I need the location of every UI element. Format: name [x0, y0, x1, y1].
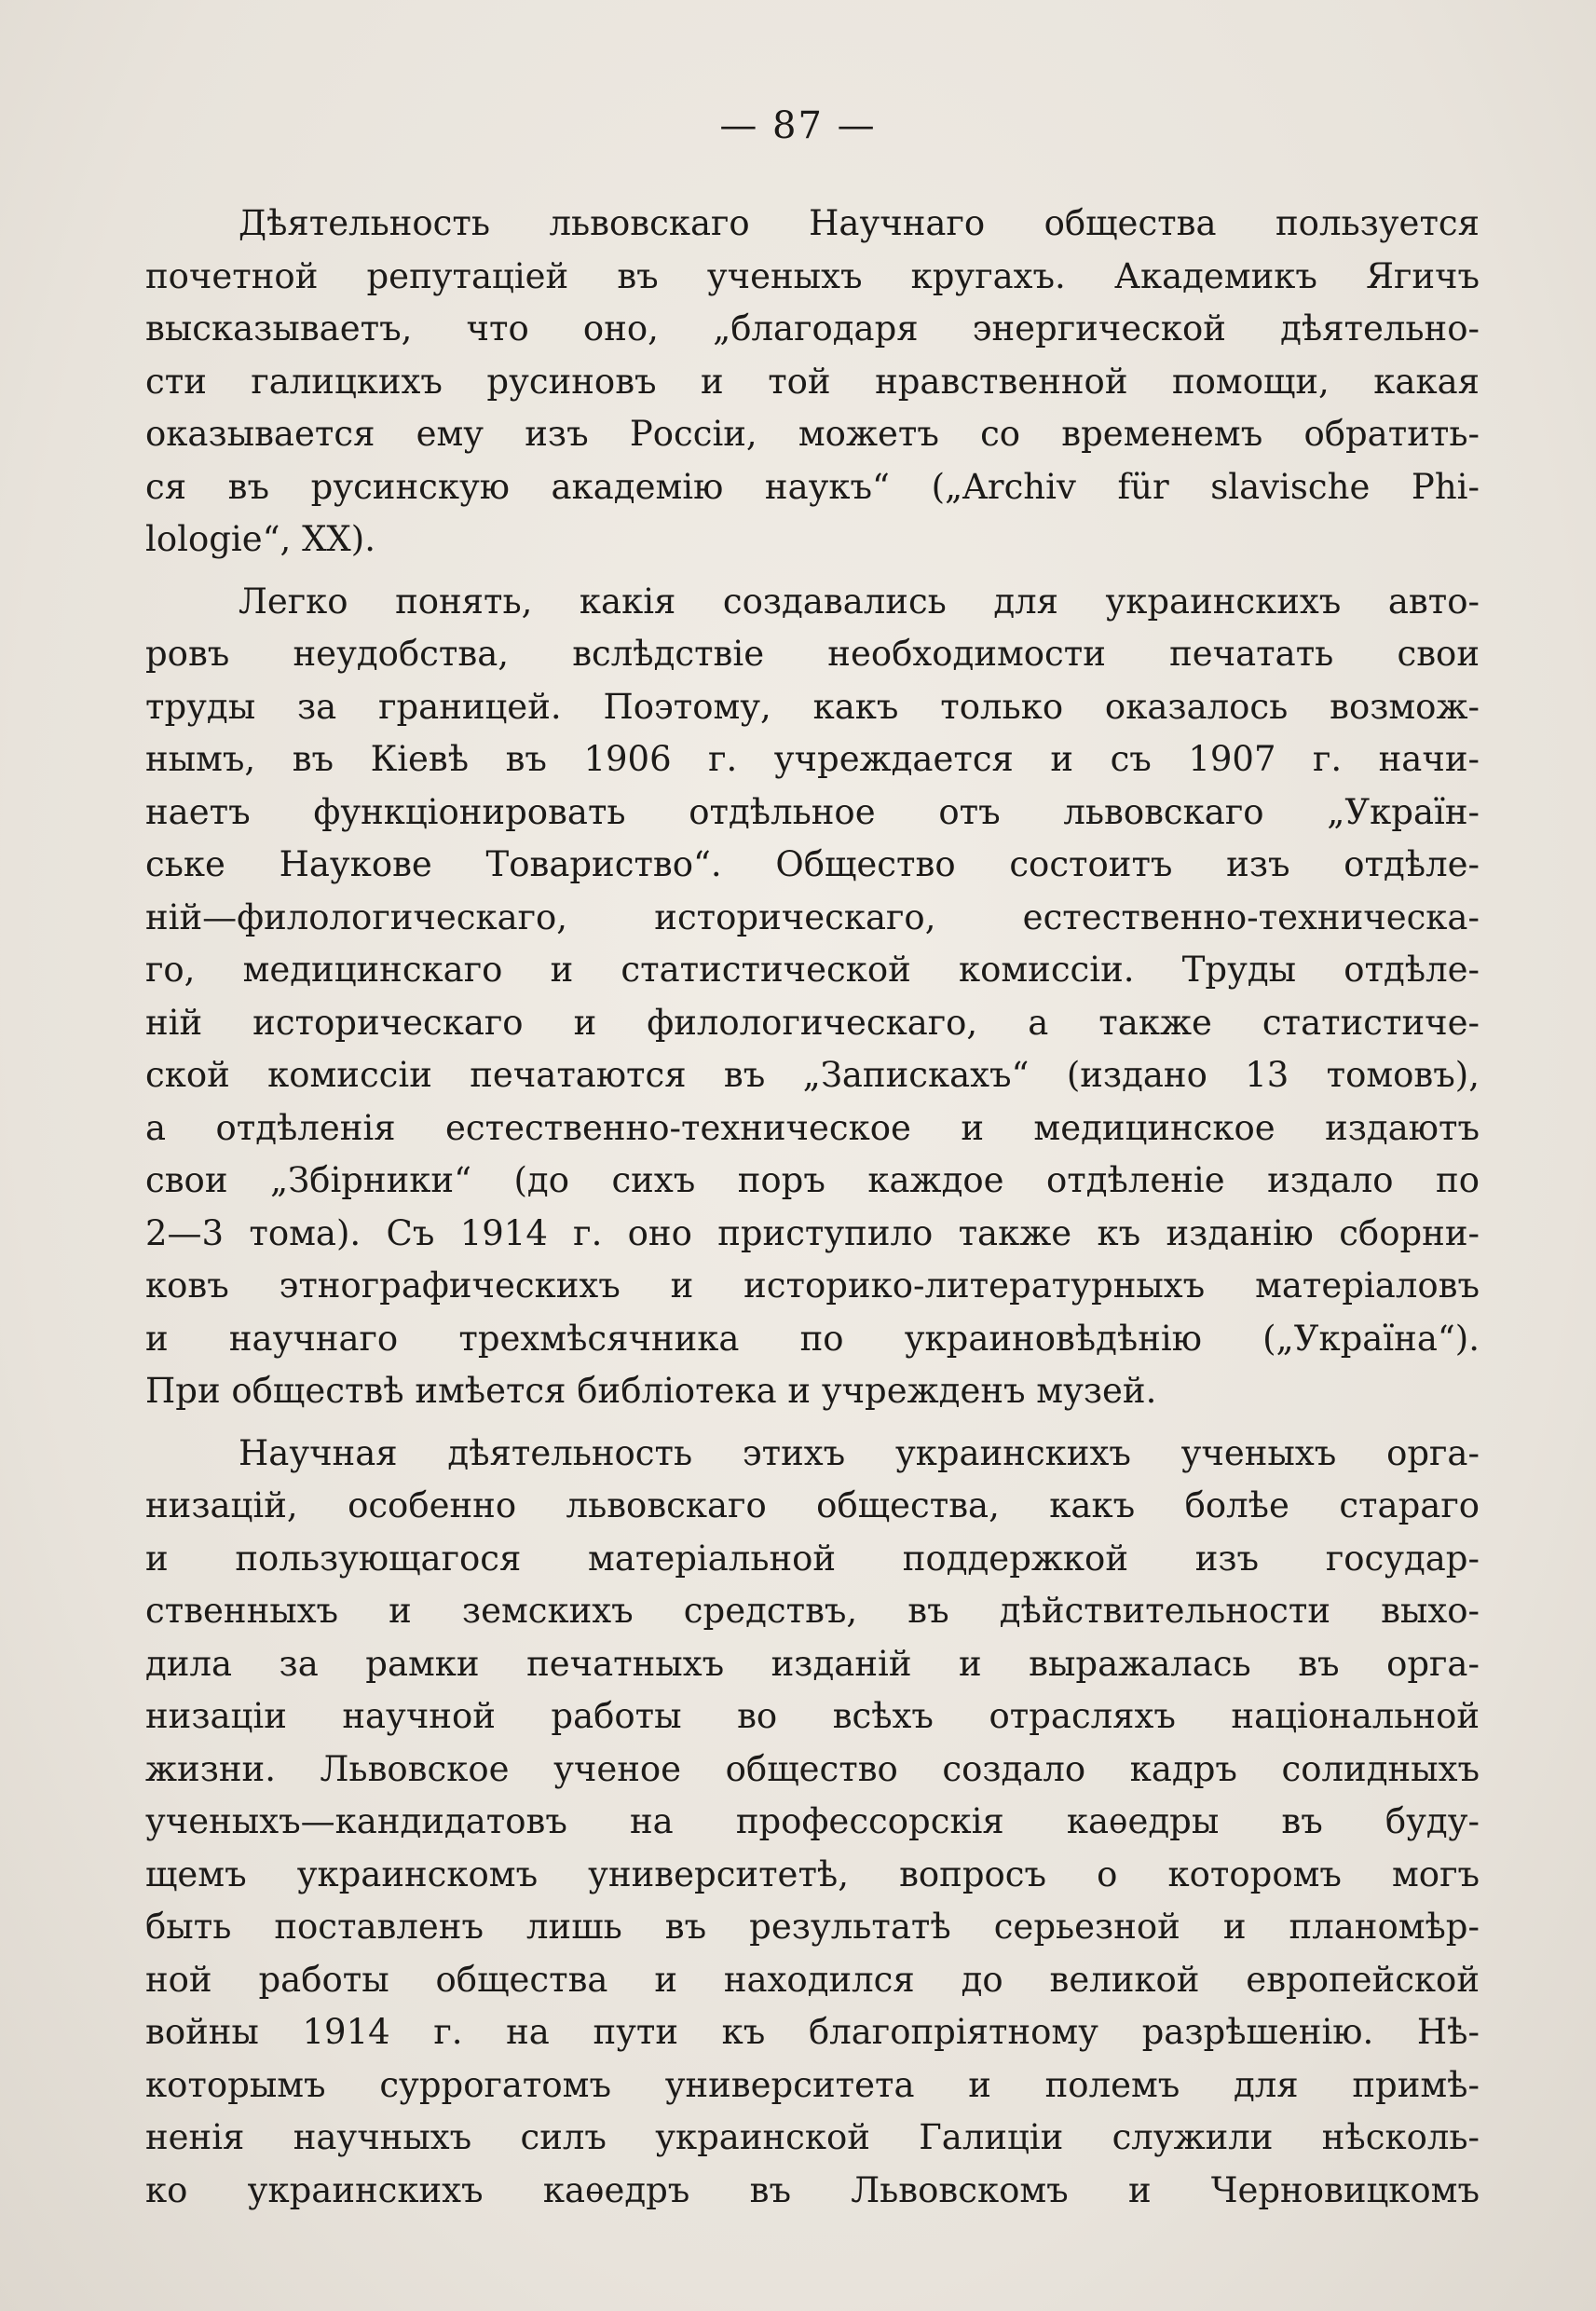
text-line: сти галицкихъ русиновъ и той нравственной помощи, какая — [145, 361, 1480, 402]
text-line: го, медицинскаго и статистической комиссiи. Труды отдѣле- — [145, 950, 1480, 990]
text-line: щемъ украинскомъ университетѣ, вопросъ о которомъ могъ — [145, 1853, 1480, 1894]
text-line: оказывается ему изъ Россiи, можетъ со временемъ обратить- — [145, 414, 1480, 454]
text-line: ученыхъ—кандидатовъ на профессорскiя каѳедры въ буду- — [145, 1801, 1480, 1841]
text-line: и научнаго трехмѣсячника по украиновѣдѣнiю („Україна“). — [145, 1318, 1480, 1359]
text-line: ся въ русинскую академiю наукъ“ („Archiv für slavische Phi- — [145, 466, 1480, 507]
paragraph-1 — [145, 198, 1480, 567]
text-line: свои „Збiрники“ (до сихъ поръ каждое отдѣленiе издало по — [145, 1160, 1480, 1200]
page-number: — 87 — — [719, 104, 877, 147]
text-line: нiй—филологическаго, историческаго, естественно-техническа- — [145, 896, 1480, 937]
paragraph-2 — [145, 576, 1480, 1418]
text-line: нымъ, въ Кiевѣ въ 1906 г. учреждается и съ 1907 г. начи- — [145, 739, 1480, 779]
text-line: труды за границей. Поэтому, какъ только оказалось возмож- — [145, 686, 1480, 727]
text-line: и пользующагося матерiальной поддержкой изъ государ- — [145, 1538, 1480, 1579]
text-line: ной работы общества и находился до великой европейской — [145, 1959, 1480, 2000]
text-line: ровъ неудобства, вслѣдствiе необходимости печатать свои — [145, 634, 1480, 674]
text-line: Научная дѣятельность этихъ украинскихъ ученыхъ орга- — [239, 1432, 1480, 1473]
text-line: низацiи научной работы во всѣхъ отрасляхъ нацiональной — [145, 1696, 1480, 1736]
body-text — [145, 198, 1480, 2217]
text-line: ковъ этнографическихъ и историко-литературныхъ матерiаловъ — [145, 1265, 1480, 1306]
text-line: наетъ функцiонировать отдѣльное отъ львовскаго „Україн- — [145, 791, 1480, 832]
text-line: ской комиссiи печатаются въ „Запискахъ“ (издано 13 томовъ), — [145, 1055, 1480, 1095]
text-line: быть поставленъ лишь въ результатѣ серьезной и планомѣр- — [145, 1907, 1480, 1947]
text-line: высказываетъ, что оно, „благодаря энергической дѣятельно- — [145, 308, 1480, 349]
text-line: Дѣятельность львовскаго Научнаго общества пользуется — [239, 203, 1480, 243]
text-line: ненiя научныхъ силъ украинской Галицiи служили нѣсколь- — [145, 2117, 1480, 2157]
text-line: низацiй, особенно львовскаго общества, какъ болѣе стараго — [145, 1485, 1480, 1525]
text-line: жизни. Львовское ученое общество создало кадръ солидныхъ — [145, 1748, 1480, 1789]
text-line: lologie“, XX). — [145, 519, 375, 559]
text-line: 2—3 тома). Съ 1914 г. оно приступило также къ изданiю сборни- — [145, 1212, 1480, 1253]
text-line: войны 1914 г. на пути къ благопрiятному разрѣшенiю. Нѣ- — [145, 2012, 1480, 2052]
text-line: Легко понять, какiя создавались для украинскихъ авто- — [239, 581, 1480, 622]
text-line: а отдѣленiя естественно-техническое и медицинское издаютъ — [145, 1107, 1480, 1148]
text-line: ственныхъ и земскихъ средствъ, въ дѣйствительности выхо- — [145, 1591, 1480, 1631]
text-line: почетной репутацiей въ ученыхъ кругахъ. Академикъ Ягичъ — [145, 255, 1480, 296]
text-line: ське Наукове Товариство“. Общество состоитъ изъ отдѣле- — [145, 844, 1480, 884]
text-line: При обществѣ имѣется библiотека и учрежденъ музей. — [145, 1371, 1157, 1411]
paragraph-3 — [145, 1428, 1480, 2218]
text-line: ко украинскихъ каѳедръ въ Львовскомъ и Черновицкомъ — [145, 2169, 1480, 2210]
text-line: которымъ суррогатомъ университета и полемъ для примѣ- — [145, 2064, 1480, 2105]
text-line: дила за рамки печатныхъ изданiй и выражалась въ орга- — [145, 1643, 1480, 1684]
text-line: нiй историческаго и филологическаго, а также статистиче- — [145, 1002, 1480, 1043]
